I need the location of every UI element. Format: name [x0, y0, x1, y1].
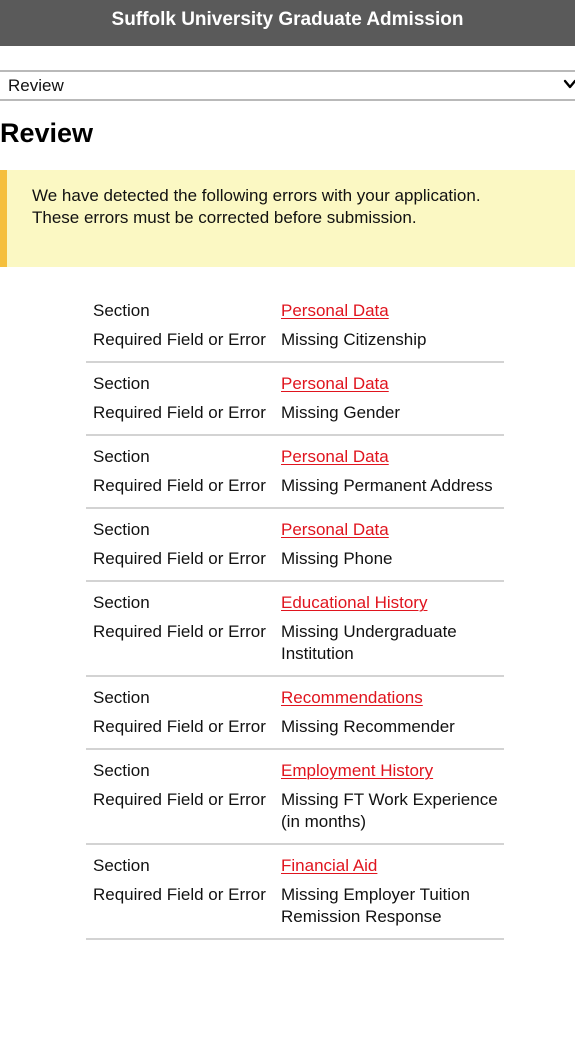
section-link[interactable]: Personal Data [281, 374, 389, 393]
section-label: Section [93, 520, 150, 539]
required-field-label: Required Field or Error [93, 403, 266, 422]
required-field-label: Required Field or Error [93, 549, 266, 568]
alert-message-2: These errors must be corrected before submission. [32, 208, 417, 227]
chevron-down-icon [563, 77, 575, 91]
error-row [86, 582, 504, 677]
section-link[interactable]: Personal Data [281, 447, 389, 466]
section-link[interactable]: Educational History [281, 593, 428, 612]
error-row [86, 677, 504, 750]
section-label: Section [93, 447, 150, 466]
error-message: Missing Permanent Address [281, 476, 493, 495]
error-row [86, 845, 504, 940]
section-link[interactable]: Personal Data [281, 301, 389, 320]
section-label: Section [93, 374, 150, 393]
required-field-label: Required Field or Error [93, 717, 266, 736]
section-label: Section [93, 688, 150, 707]
required-field-label: Required Field or Error [93, 790, 266, 809]
error-message: Missing Citizenship [281, 330, 427, 349]
error-message: Missing Employer Tuition Remission Response [281, 885, 470, 926]
section-link[interactable]: Personal Data [281, 520, 389, 539]
error-row [86, 290, 504, 363]
error-row [86, 750, 504, 845]
section-select-value: Review [8, 76, 64, 95]
error-message: Missing Undergraduate Institution [281, 622, 457, 663]
section-select[interactable] [0, 70, 575, 101]
errors-list [86, 290, 504, 940]
required-field-label: Required Field or Error [93, 622, 266, 641]
app-header [0, 0, 575, 46]
error-message: Missing Phone [281, 549, 393, 568]
app-title: Suffolk University Graduate Admission [111, 9, 464, 30]
section-link[interactable]: Recommendations [281, 688, 423, 707]
error-row [86, 363, 504, 436]
section-label: Section [93, 761, 150, 780]
error-row [86, 436, 504, 509]
error-message: Missing Gender [281, 403, 401, 422]
section-link[interactable]: Employment History [281, 761, 434, 780]
error-alert [0, 170, 575, 267]
section-label: Section [93, 593, 150, 612]
error-row [86, 509, 504, 582]
alert-message-1: We have detected the following errors with your application. [32, 186, 481, 205]
required-field-label: Required Field or Error [93, 476, 266, 495]
error-message: Missing Recommender [281, 717, 455, 736]
page-title: Review [0, 118, 94, 148]
section-link[interactable]: Financial Aid [281, 856, 378, 875]
required-field-label: Required Field or Error [93, 330, 266, 349]
section-label: Section [93, 301, 150, 320]
required-field-label: Required Field or Error [93, 885, 266, 904]
section-label: Section [93, 856, 150, 875]
error-message: Missing FT Work Experience (in months) [281, 790, 498, 831]
